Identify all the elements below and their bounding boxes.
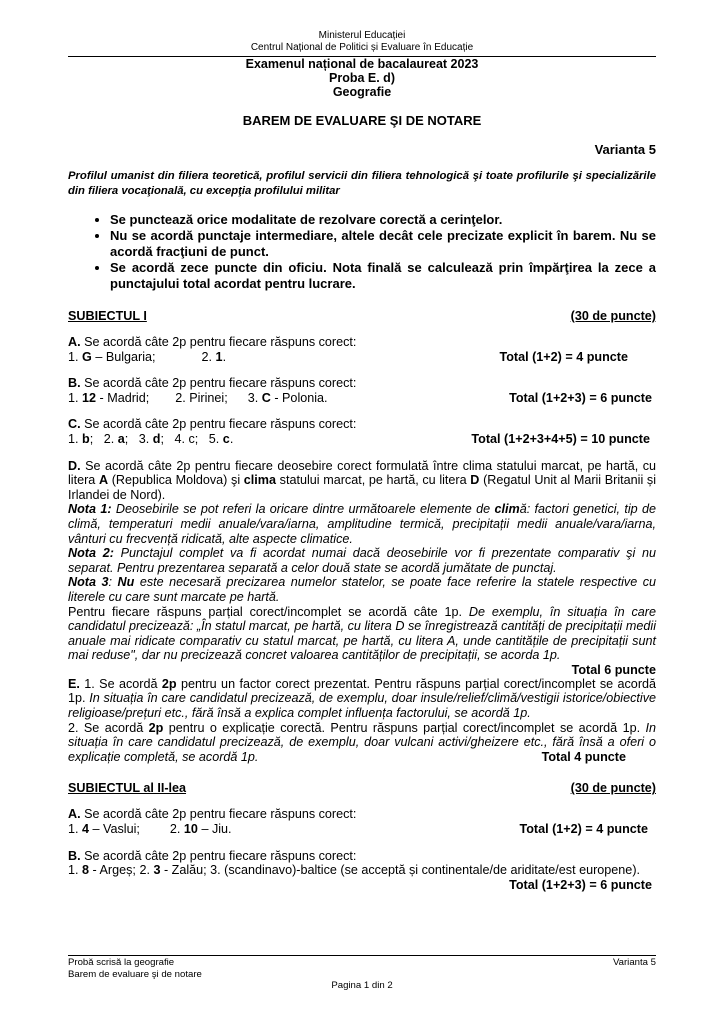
exam-name: Examenul național de bacalaureat 2023 (245, 57, 479, 71)
page-footer (68, 955, 656, 980)
item-1b: B. Se acordă câte 2p pentru fiecare răspuns corect: 1. 12 - Madrid; 2. Pirinei; 3. C - Polonia. Total (1+2+3) = 6 puncte (68, 376, 652, 405)
rule-item: • Se acordă zece puncte din oficiu. Nota finală se calculează prin împărţirea la zece a punctajului total acordat pentru lucrare. (110, 260, 656, 292)
item-total: Total (1+2+3) = 6 puncte (509, 877, 652, 892)
page-number: Pagina 1 din 2 (331, 980, 393, 991)
item-1a: A. Se acordă câte 2p pentru fiecare răspuns corect: 1. G – Bulgaria; 2. 1. Total (1+2) = 4 puncte (68, 335, 628, 364)
item-total: Total 6 puncte (571, 662, 656, 677)
item-1c: C. Se acordă câte 2p pentru fiecare răspuns corect: 1. b; 2. a; 3. d; 4. c; 5. c. Total (1+2+3+4+5) = 10 puncte (68, 417, 650, 446)
item-1e: E. 1. Se acordă 2p pentru un factor corect prezentat. Pentru răspuns parțial corect/incomplet se acordă 1p. In situația în care candidatul precizează, de exemplu, doar insule/relief/climă/vestigii istorice/obiective religioase/prețuri etc., fără însă a explica complet influența factorului, se acordă 1p. 2. Se acordă 2p pentru o explicație corectă. Pentru răspuns parțial corect/incomplet se acordă 1p. In situația în care candidatul precizează, de exemplu, doar vulcani activi/gheizere etc., fără însă a oferi o explicație completă, se acordă 1p. Total 4 puncte (68, 676, 657, 764)
page-title: BAREM DE EVALUARE ŞI DE NOTARE (242, 113, 482, 128)
variant-label: Varianta 5 (594, 142, 656, 157)
section-heading-1: SUBIECTUL I (30 de puncte) (68, 309, 656, 323)
item-total: Total (1+2) = 4 puncte (499, 349, 628, 364)
footer-variant: Varianta 5 (612, 957, 656, 968)
section-heading-2: SUBIECTUL al II-lea (30 de puncte) (68, 781, 656, 796)
item-total: Total (1+2+3+4+5) = 10 puncte (471, 431, 650, 446)
center-name: Centrul Național de Politici și Evaluare în Educație (250, 42, 474, 53)
exam-page (68, 30, 656, 892)
item-2a: A. Se acordă câte 2p pentru fiecare răspuns corect: 1. 4 – Vaslui; 2. 10 – Jiu. Total (1+2) = 4 puncte (68, 807, 648, 837)
rules-list (68, 212, 656, 292)
item-1d: D. Se acordă câte 2p pentru fiecare deosebire corect formulată între clima statului marcat, pe hartă, cu litera A (Republica Moldova) şi clima statului marcat, pe hartă, cu litera D (Regatul Unit al Marii Britanii și Irlandei de Nord). Nota 1: Deosebirile se pot referi la oricare dintre următoarele elemente de climă: factori genetici, tip de climă, temperaturi medii anuale/vara/iarna, amplitudine termică, precipitații medii anuale/vara/iarna, vânturi cu frecvență ridicată, alte aspecte climatice. Nota 2: Punctajul complet va fi acordat numai dacă deosebirile vor fi prezentate comparativ şi nu separat. Pentru prezentarea separată a celor două state se acordă jumătate de punctaj. Nota 3: Nu este necesară precizarea numelor statelor, se poate face referire la statele respective cu literele cu care sunt marcate pe hartă. Pentru fiecare răspuns parțial corect/incomplet se acordă câte 1p. De exemplu, în situația în care candidatul precizează: „În statul marcat, pe hartă, cu litera D se înregistrează cantități de precipitații medii anuale mai ridicate comparativ cu statul marcat, pe hartă, cu litera A, unde cantitățile de precipitații sunt mai reduse", dar nu precizează concret valoarea cantităților de precipitații, se acorda 1p. Total 6 puncte (68, 458, 657, 677)
profile-text: Profilul umanist din filiera teoretică, profilul servicii din filiera tehnologică şi toate profilurile şi specializările din filiera vocaţională, cu excepţia profilului militar (68, 170, 656, 197)
ministry-name: Ministerul Educației (318, 30, 406, 41)
item-2b: B. Se acordă câte 2p pentru fiecare răspuns corect: 1. 8 - Argeș; 2. 3 - Zalău; 3. (scandinavo)-baltice (se acceptă și continentale/de ariditate/est europene). Total (1+2+3) = 6 puncte (68, 848, 652, 892)
item-total: Total (1+2+3) = 6 puncte (509, 390, 652, 405)
rule-item: • Nu se acordă punctaje intermediare, altele decât cele precizate explicit în barem. Nu se acordă fracţiuni de punct. (110, 228, 656, 260)
item-total: Total 4 puncte (541, 749, 626, 764)
subject-name: Geografie (332, 85, 392, 99)
footer-doc: Barem de evaluare şi de notare (68, 968, 202, 980)
proba-name: Proba E. d) (329, 71, 395, 85)
footer-exam: Probă scrisă la geografie (68, 957, 175, 968)
item-total: Total (1+2) = 4 puncte (519, 822, 648, 837)
rule-item: • Se punctează orice modalitate de rezolvare corectă a cerinţelor. (110, 212, 656, 228)
